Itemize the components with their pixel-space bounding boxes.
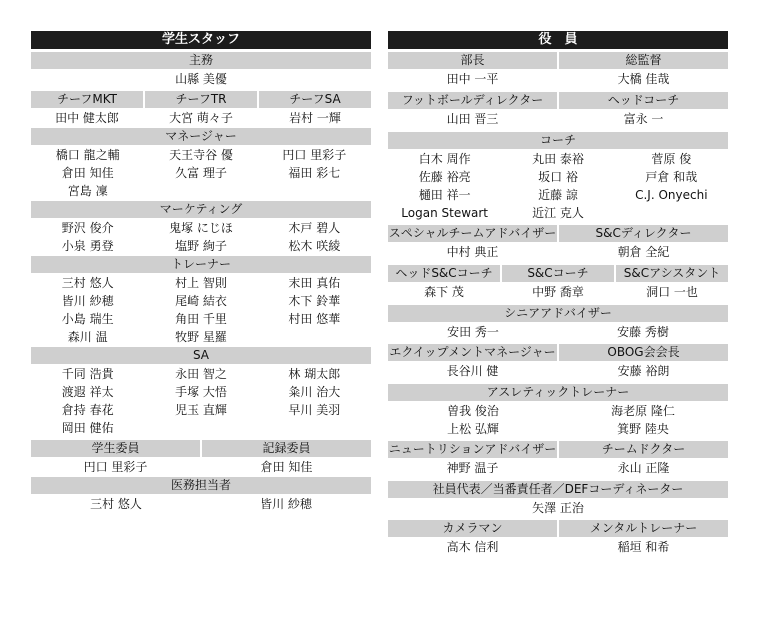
student-staff-header: 学生スタッフ (31, 31, 371, 49)
person-name: 千同 浩貴 (61, 367, 114, 381)
person-name: 矢澤 正治 (532, 501, 584, 515)
person-name: 松木 咲綾 (288, 239, 341, 253)
section-chief-mkt-label: チーフMKT (31, 91, 143, 108)
person-name: 鬼塚 にじほ (169, 221, 233, 235)
section-special-team-label: スペシャルチームアドバイザー (388, 226, 557, 240)
person-name: 林 瑚太郎 (288, 367, 341, 381)
person-name: 坂口 裕 (538, 170, 578, 184)
person-name: 菅原 俊 (651, 152, 692, 166)
section-head-sc-label: ヘッドS&Cコーチ (388, 265, 500, 282)
section-kiroku-names (202, 458, 371, 476)
section-senior-advisor-label: シニアアドバイザー (388, 305, 728, 322)
section-imu-label: 医務担当者 (31, 477, 371, 494)
person-name: 倉田 知佳 (61, 166, 114, 180)
person-name: 樋田 祥一 (418, 188, 471, 202)
person-name: 中村 典正 (446, 245, 499, 259)
person-name: 福田 彩七 (288, 166, 341, 180)
person-name: 村田 悠華 (288, 312, 341, 326)
section-chief-mkt-names (31, 109, 143, 127)
person-name: 円口 里彩子 (83, 460, 148, 474)
section-sc-director-label: S&Cディレクター (559, 225, 728, 242)
section-chief-tr-label: チーフTR (145, 91, 257, 108)
person-name: 近藤 諒 (538, 188, 578, 202)
section-obog-label: OBOG会会長 (559, 344, 728, 361)
section-gakusei-names (31, 458, 200, 476)
person-name: 皆川 紗穂 (260, 497, 312, 511)
person-name: 洞口 一也 (646, 285, 698, 299)
section-nutrition-names (388, 459, 557, 477)
section-chief-sa-names (259, 109, 371, 127)
section-imu-names (31, 495, 371, 513)
section-manager-label: マネージャー (31, 128, 371, 145)
section-sc-assistant-label: S&Cアシスタント (616, 265, 728, 282)
person-name: 倉田 知佳 (260, 460, 313, 474)
section-coach-label: コーチ (388, 132, 728, 149)
officers-header: 役 員 (388, 31, 728, 49)
section-sokantoku-label: 総監督 (559, 52, 728, 69)
section-sc-director-names (559, 243, 728, 261)
section-sc-assistant-names (616, 283, 728, 301)
section-athletic-trainer-names (388, 402, 728, 438)
person-name: 長谷川 健 (446, 364, 499, 378)
person-name: 中野 喬章 (532, 285, 584, 299)
person-name: 粂川 治大 (288, 385, 341, 399)
section-coach-names (388, 150, 728, 222)
section-marketing-names (31, 219, 371, 255)
person-name: 三村 悠人 (90, 497, 142, 511)
section-sokantoku-names (559, 70, 728, 88)
section-obog-names (559, 362, 728, 380)
section-trainer-label: トレーナー (31, 256, 371, 273)
person-name: 山縣 美優 (175, 72, 227, 86)
person-name: 末田 真佑 (288, 276, 341, 290)
person-name: 戸倉 和哉 (645, 170, 698, 184)
person-name: 佐藤 裕亮 (418, 170, 471, 184)
person-name: 村上 智則 (175, 276, 227, 290)
person-name: 木戸 碧人 (288, 221, 341, 235)
person-name: 手塚 大悟 (175, 385, 227, 399)
officers-column (388, 31, 728, 557)
section-team-doctor-names (559, 459, 728, 477)
section-kiroku-label: 記録委員 (202, 440, 371, 457)
person-name: 岡田 健佑 (61, 421, 114, 435)
person-name: 曽我 俊治 (447, 404, 499, 418)
section-sc-coach-label: S&Cコーチ (502, 265, 614, 282)
person-name: 稲垣 和希 (617, 540, 670, 554)
person-name: 渡遐 祥太 (61, 385, 114, 399)
person-name: 近江 克人 (532, 206, 584, 220)
section-athletic-trainer-label: アスレティックトレーナー (388, 384, 728, 401)
person-name: 朝倉 全紀 (617, 245, 670, 259)
section-sa-label: SA (31, 347, 371, 364)
person-name: 大宮 萌々子 (169, 111, 233, 125)
person-name: 箕野 陸央 (617, 422, 669, 436)
section-head-sc-names (388, 283, 500, 301)
person-name: 児玉 直輝 (175, 403, 227, 417)
person-name: 高木 信利 (446, 540, 499, 554)
person-name: 野沢 俊介 (61, 221, 114, 235)
person-name: 小泉 勇登 (61, 239, 114, 253)
section-shain-names (388, 499, 728, 517)
person-name: 永田 智之 (175, 367, 227, 381)
section-team-doctor-label: チームドクター (559, 441, 728, 458)
section-nutrition-label: ニュートリションアドバイザー (388, 442, 557, 456)
person-name: 安藤 裕朗 (617, 364, 670, 378)
section-marketing-label: マーケティング (31, 201, 371, 218)
section-shumu-label: 主務 (31, 52, 371, 69)
person-name: 上松 弘輝 (447, 422, 499, 436)
person-name: 岩村 一輝 (289, 111, 341, 125)
section-sa-names (31, 365, 371, 437)
person-name: 早川 美羽 (288, 403, 341, 417)
section-football-director-names (388, 110, 557, 128)
person-name: 角田 千里 (175, 312, 227, 326)
person-name: 皆川 紗穂 (61, 294, 114, 308)
section-chief-tr-names (145, 109, 257, 127)
person-name: 橋口 龍之輔 (55, 148, 120, 162)
person-name: Logan Stewart (401, 206, 489, 220)
section-chief-sa-label: チーフSA (259, 91, 371, 108)
person-name: 安田 秀一 (447, 325, 499, 339)
person-name: 田中 一平 (446, 72, 499, 86)
person-name: 久富 理子 (175, 166, 227, 180)
section-head-coach-names (559, 110, 728, 128)
student-staff-column (31, 31, 371, 514)
person-name: 三村 悠人 (61, 276, 114, 290)
person-name: 安藤 秀樹 (617, 325, 669, 339)
person-name: 田中 健太郎 (55, 111, 119, 125)
person-name: C.J. Onyechi (635, 188, 708, 202)
person-name: 森下 茂 (424, 285, 464, 299)
section-sc-coach-names (502, 283, 614, 301)
section-manager-names (31, 146, 371, 200)
person-name: 山田 晋三 (446, 112, 499, 126)
section-gakusei-label: 学生委員 (31, 440, 200, 457)
section-senior-advisor-names (388, 323, 728, 341)
person-name: 塩野 絢子 (175, 239, 227, 253)
section-shain-label: 社員代表／当番責任者／DEFコーディネーター (388, 481, 728, 498)
section-mental-label: メンタルトレーナー (559, 520, 728, 537)
person-name: 宮島 凜 (67, 184, 108, 198)
person-name: 丸田 泰裕 (532, 152, 584, 166)
section-cameraman-names (388, 538, 557, 556)
person-name: 森川 温 (67, 330, 108, 344)
person-name: 永山 正隆 (617, 461, 670, 475)
person-name: 尾崎 結衣 (175, 294, 227, 308)
person-name: 富永 一 (623, 112, 664, 126)
section-mental-names (559, 538, 728, 556)
section-football-director-label: フットボールディレクター (388, 92, 557, 109)
person-name: 天王寺谷 優 (169, 148, 233, 162)
person-name: 大橋 佳哉 (617, 72, 670, 86)
person-name: 神野 温子 (446, 461, 499, 475)
person-name: 円口 里彩子 (282, 148, 347, 162)
section-equipment-label: エクイップメントマネージャー (389, 345, 556, 359)
section-bucho-label: 部長 (388, 52, 557, 69)
section-special-team-names (388, 243, 557, 261)
section-bucho-names (388, 70, 557, 88)
person-name: 白木 周作 (418, 152, 471, 166)
section-cameraman-label: カメラマン (388, 520, 557, 537)
section-equipment-names (388, 362, 557, 380)
section-head-coach-label: ヘッドコーチ (559, 92, 728, 109)
section-shumu-names (31, 70, 371, 88)
person-name: 木下 鈴華 (288, 294, 341, 308)
person-name: 倉持 春花 (61, 403, 114, 417)
section-trainer-names (31, 274, 371, 346)
person-name: 牧野 星羅 (175, 330, 227, 344)
person-name: 小島 瑞生 (61, 312, 114, 326)
person-name: 海老原 隆仁 (611, 404, 675, 418)
